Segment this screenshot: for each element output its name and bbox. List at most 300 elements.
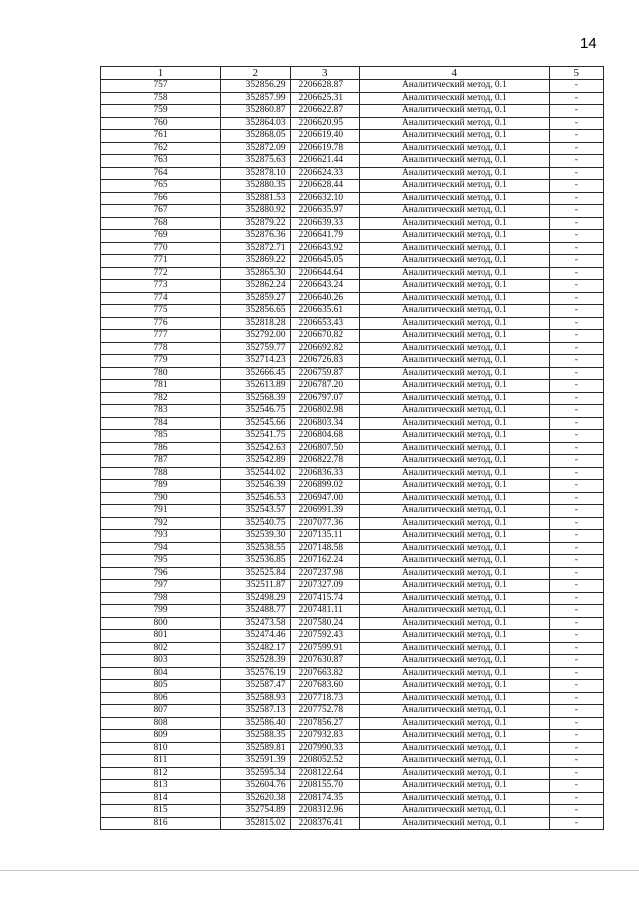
table-row: [101, 792, 604, 805]
y-coordinate-cell: 2206643.24: [290, 280, 360, 293]
method-cell: Аналитический метод, 0.1: [360, 292, 550, 305]
note-cell: -: [549, 130, 603, 143]
point-number-cell: 777: [101, 330, 221, 343]
method-cell: Аналитический метод, 0.1: [360, 530, 550, 543]
x-coordinate-cell: 352818.28: [220, 317, 290, 330]
y-coordinate-cell: 2206797.07: [290, 392, 360, 405]
method-cell: Аналитический метод, 0.1: [360, 655, 550, 668]
page-number: 14: [580, 35, 597, 52]
y-coordinate-cell: 2207856.27: [290, 717, 360, 730]
column-header-2: 2: [220, 67, 290, 80]
table-row: [101, 267, 604, 280]
y-coordinate-cell: 2207481.11: [290, 605, 360, 618]
point-number-cell: 758: [101, 92, 221, 105]
method-cell: Аналитический метод, 0.1: [360, 392, 550, 405]
method-cell: Аналитический метод, 0.1: [360, 555, 550, 568]
column-header-5: 5: [549, 67, 603, 80]
x-coordinate-cell: 352620.38: [220, 792, 290, 805]
note-cell: -: [549, 567, 603, 580]
method-cell: Аналитический метод, 0.1: [360, 480, 550, 493]
x-coordinate-cell: 352754.89: [220, 805, 290, 818]
x-coordinate-cell: 352613.89: [220, 380, 290, 393]
x-coordinate-cell: 352482.17: [220, 642, 290, 655]
point-number-cell: 816: [101, 817, 221, 830]
point-number-cell: 815: [101, 805, 221, 818]
note-cell: -: [549, 405, 603, 418]
note-cell: -: [549, 155, 603, 168]
point-number-cell: 804: [101, 667, 221, 680]
x-coordinate-cell: 352595.34: [220, 767, 290, 780]
y-coordinate-cell: 2206641.79: [290, 230, 360, 243]
y-coordinate-cell: 2206804.68: [290, 430, 360, 443]
note-cell: -: [549, 105, 603, 118]
method-cell: Аналитический метод, 0.1: [360, 330, 550, 343]
table-row: [101, 680, 604, 693]
point-number-cell: 802: [101, 642, 221, 655]
note-cell: -: [549, 792, 603, 805]
point-number-cell: 782: [101, 392, 221, 405]
table-row: [101, 192, 604, 205]
x-coordinate-cell: 352576.19: [220, 667, 290, 680]
point-number-cell: 778: [101, 342, 221, 355]
x-coordinate-cell: 352539.30: [220, 530, 290, 543]
x-coordinate-cell: 352666.45: [220, 367, 290, 380]
note-cell: -: [549, 692, 603, 705]
method-cell: Аналитический метод, 0.1: [360, 342, 550, 355]
note-cell: -: [549, 342, 603, 355]
method-cell: Аналитический метод, 0.1: [360, 667, 550, 680]
point-number-cell: 771: [101, 255, 221, 268]
method-cell: Аналитический метод, 0.1: [360, 367, 550, 380]
note-cell: -: [549, 392, 603, 405]
note-cell: -: [549, 230, 603, 243]
table-row: [101, 280, 604, 293]
method-cell: Аналитический метод, 0.1: [360, 605, 550, 618]
y-coordinate-cell: 2206635.97: [290, 205, 360, 218]
method-cell: Аналитический метод, 0.1: [360, 305, 550, 318]
note-cell: -: [549, 80, 603, 93]
note-cell: -: [549, 492, 603, 505]
method-cell: Аналитический метод, 0.1: [360, 230, 550, 243]
x-coordinate-cell: 352488.77: [220, 605, 290, 618]
method-cell: Аналитический метод, 0.1: [360, 130, 550, 143]
y-coordinate-cell: 2207327.09: [290, 580, 360, 593]
method-cell: Аналитический метод, 0.1: [360, 217, 550, 230]
method-cell: Аналитический метод, 0.1: [360, 705, 550, 718]
method-cell: Аналитический метод, 0.1: [360, 80, 550, 93]
point-number-cell: 807: [101, 705, 221, 718]
y-coordinate-cell: 2206802.98: [290, 405, 360, 418]
x-coordinate-cell: 352856.65: [220, 305, 290, 318]
method-cell: Аналитический метод, 0.1: [360, 592, 550, 605]
point-number-cell: 792: [101, 517, 221, 530]
x-coordinate-cell: 352878.10: [220, 167, 290, 180]
y-coordinate-cell: 2206947.00: [290, 492, 360, 505]
point-number-cell: 806: [101, 692, 221, 705]
y-coordinate-cell: 2207663.82: [290, 667, 360, 680]
y-coordinate-cell: 2208052.52: [290, 755, 360, 768]
table-row: [101, 755, 604, 768]
note-cell: -: [549, 330, 603, 343]
y-coordinate-cell: 2206836.33: [290, 467, 360, 480]
x-coordinate-cell: 352869.22: [220, 255, 290, 268]
note-cell: -: [549, 555, 603, 568]
x-coordinate-cell: 352714.23: [220, 355, 290, 368]
table-row: [101, 205, 604, 218]
coordinates-table: [100, 66, 604, 830]
method-cell: Аналитический метод, 0.1: [360, 455, 550, 468]
point-number-cell: 784: [101, 417, 221, 430]
x-coordinate-cell: 352525.84: [220, 567, 290, 580]
point-number-cell: 770: [101, 242, 221, 255]
y-coordinate-cell: 2206632.10: [290, 192, 360, 205]
point-number-cell: 781: [101, 380, 221, 393]
x-coordinate-cell: 352588.93: [220, 692, 290, 705]
x-coordinate-cell: 352864.03: [220, 117, 290, 130]
point-number-cell: 775: [101, 305, 221, 318]
y-coordinate-cell: 2208312.96: [290, 805, 360, 818]
point-number-cell: 766: [101, 192, 221, 205]
method-cell: Аналитический метод, 0.1: [360, 505, 550, 518]
x-coordinate-cell: 352545.66: [220, 417, 290, 430]
point-number-cell: 788: [101, 467, 221, 480]
y-coordinate-cell: 2206619.78: [290, 142, 360, 155]
note-cell: -: [549, 505, 603, 518]
x-coordinate-cell: 352872.09: [220, 142, 290, 155]
point-number-cell: 759: [101, 105, 221, 118]
note-cell: -: [549, 380, 603, 393]
note-cell: -: [549, 442, 603, 455]
point-number-cell: 798: [101, 592, 221, 605]
method-cell: Аналитический метод, 0.1: [360, 417, 550, 430]
y-coordinate-cell: 2206803.34: [290, 417, 360, 430]
x-coordinate-cell: 352540.75: [220, 517, 290, 530]
table-row: [101, 480, 604, 493]
method-cell: Аналитический метод, 0.1: [360, 767, 550, 780]
x-coordinate-cell: 352473.58: [220, 617, 290, 630]
note-cell: -: [549, 255, 603, 268]
note-cell: -: [549, 280, 603, 293]
method-cell: Аналитический метод, 0.1: [360, 517, 550, 530]
table-row: [101, 255, 604, 268]
table-row: [101, 305, 604, 318]
method-cell: Аналитический метод, 0.1: [360, 692, 550, 705]
table-row: [101, 642, 604, 655]
note-cell: -: [549, 617, 603, 630]
point-number-cell: 797: [101, 580, 221, 593]
y-coordinate-cell: 2207752.78: [290, 705, 360, 718]
x-coordinate-cell: 352568.39: [220, 392, 290, 405]
point-number-cell: 810: [101, 742, 221, 755]
method-cell: Аналитический метод, 0.1: [360, 755, 550, 768]
x-coordinate-cell: 352880.35: [220, 180, 290, 193]
x-coordinate-cell: 352589.81: [220, 742, 290, 755]
method-cell: Аналитический метод, 0.1: [360, 255, 550, 268]
y-coordinate-cell: 2206624.33: [290, 167, 360, 180]
note-cell: -: [549, 755, 603, 768]
point-number-cell: 780: [101, 367, 221, 380]
note-cell: -: [549, 117, 603, 130]
method-cell: Аналитический метод, 0.1: [360, 405, 550, 418]
table-row: [101, 705, 604, 718]
y-coordinate-cell: 2207162.24: [290, 555, 360, 568]
note-cell: -: [549, 517, 603, 530]
y-coordinate-cell: 2206899.02: [290, 480, 360, 493]
note-cell: -: [549, 305, 603, 318]
method-cell: Аналитический метод, 0.1: [360, 430, 550, 443]
method-cell: Аналитический метод, 0.1: [360, 805, 550, 818]
x-coordinate-cell: 352879.22: [220, 217, 290, 230]
y-coordinate-cell: 2207237.98: [290, 567, 360, 580]
table-row: [101, 355, 604, 368]
table-row: [101, 117, 604, 130]
note-cell: -: [549, 530, 603, 543]
note-cell: -: [549, 292, 603, 305]
x-coordinate-cell: 352546.53: [220, 492, 290, 505]
x-coordinate-cell: 352538.55: [220, 542, 290, 555]
y-coordinate-cell: 2206622.87: [290, 105, 360, 118]
method-cell: Аналитический метод, 0.1: [360, 180, 550, 193]
table-row: [101, 92, 604, 105]
table-row: [101, 805, 604, 818]
y-coordinate-cell: 2207718.73: [290, 692, 360, 705]
point-number-cell: 757: [101, 80, 221, 93]
table-row: [101, 80, 604, 93]
x-coordinate-cell: 352792.00: [220, 330, 290, 343]
note-cell: -: [549, 192, 603, 205]
point-number-cell: 795: [101, 555, 221, 568]
point-number-cell: 762: [101, 142, 221, 155]
note-cell: -: [549, 417, 603, 430]
x-coordinate-cell: 352586.40: [220, 717, 290, 730]
y-coordinate-cell: 2206759.87: [290, 367, 360, 380]
point-number-cell: 769: [101, 230, 221, 243]
method-cell: Аналитический метод, 0.1: [360, 742, 550, 755]
y-coordinate-cell: 2208174.35: [290, 792, 360, 805]
note-cell: -: [549, 642, 603, 655]
point-number-cell: 812: [101, 767, 221, 780]
table-row: [101, 592, 604, 605]
method-cell: Аналитический метод, 0.1: [360, 542, 550, 555]
method-cell: Аналитический метод, 0.1: [360, 630, 550, 643]
point-number-cell: 791: [101, 505, 221, 518]
table-row: [101, 580, 604, 593]
point-number-cell: 786: [101, 442, 221, 455]
x-coordinate-cell: 352528.39: [220, 655, 290, 668]
x-coordinate-cell: 352536.85: [220, 555, 290, 568]
y-coordinate-cell: 2206628.44: [290, 180, 360, 193]
table-row: [101, 330, 604, 343]
note-cell: -: [549, 430, 603, 443]
x-coordinate-cell: 352588.35: [220, 730, 290, 743]
point-number-cell: 796: [101, 567, 221, 580]
x-coordinate-cell: 352868.05: [220, 130, 290, 143]
table-body: [101, 80, 604, 830]
y-coordinate-cell: 2206643.92: [290, 242, 360, 255]
note-cell: -: [549, 217, 603, 230]
note-cell: -: [549, 542, 603, 555]
method-cell: Аналитический метод, 0.1: [360, 567, 550, 580]
table-row: [101, 317, 604, 330]
method-cell: Аналитический метод, 0.1: [360, 792, 550, 805]
method-cell: Аналитический метод, 0.1: [360, 205, 550, 218]
y-coordinate-cell: 2207592.43: [290, 630, 360, 643]
point-number-cell: 785: [101, 430, 221, 443]
table-row: [101, 742, 604, 755]
point-number-cell: 768: [101, 217, 221, 230]
x-coordinate-cell: 352759.77: [220, 342, 290, 355]
method-cell: Аналитический метод, 0.1: [360, 642, 550, 655]
point-number-cell: 800: [101, 617, 221, 630]
x-coordinate-cell: 352591.39: [220, 755, 290, 768]
note-cell: -: [549, 167, 603, 180]
note-cell: -: [549, 680, 603, 693]
y-coordinate-cell: 2207932.83: [290, 730, 360, 743]
table-row: [101, 655, 604, 668]
y-coordinate-cell: 2208155.70: [290, 780, 360, 793]
point-number-cell: 772: [101, 267, 221, 280]
table-row: [101, 605, 604, 618]
note-cell: -: [549, 780, 603, 793]
x-coordinate-cell: 352875.63: [220, 155, 290, 168]
table-row: [101, 180, 604, 193]
note-cell: -: [549, 717, 603, 730]
x-coordinate-cell: 352859.27: [220, 292, 290, 305]
x-coordinate-cell: 352872.71: [220, 242, 290, 255]
note-cell: -: [549, 817, 603, 830]
note-cell: -: [549, 742, 603, 755]
table-row: [101, 130, 604, 143]
point-number-cell: 776: [101, 317, 221, 330]
y-coordinate-cell: 2206628.87: [290, 80, 360, 93]
point-number-cell: 789: [101, 480, 221, 493]
table-row: [101, 505, 604, 518]
note-cell: -: [549, 592, 603, 605]
method-cell: Аналитический метод, 0.1: [360, 730, 550, 743]
x-coordinate-cell: 352865.30: [220, 267, 290, 280]
table-row: [101, 405, 604, 418]
point-number-cell: 794: [101, 542, 221, 555]
note-cell: -: [549, 580, 603, 593]
method-cell: Аналитический метод, 0.1: [360, 780, 550, 793]
table-row: [101, 242, 604, 255]
table-row: [101, 155, 604, 168]
x-coordinate-cell: 352498.29: [220, 592, 290, 605]
x-coordinate-cell: 352815.02: [220, 817, 290, 830]
method-cell: Аналитический метод, 0.1: [360, 242, 550, 255]
x-coordinate-cell: 352862.24: [220, 280, 290, 293]
method-cell: Аналитический метод, 0.1: [360, 155, 550, 168]
table-row: [101, 767, 604, 780]
y-coordinate-cell: 2206991.39: [290, 505, 360, 518]
note-cell: -: [549, 605, 603, 618]
x-coordinate-cell: 352876.36: [220, 230, 290, 243]
x-coordinate-cell: 352880.92: [220, 205, 290, 218]
table-row: [101, 817, 604, 830]
table-row: [101, 555, 604, 568]
y-coordinate-cell: 2206822.78: [290, 455, 360, 468]
point-number-cell: 760: [101, 117, 221, 130]
table-row: [101, 467, 604, 480]
x-coordinate-cell: 352474.46: [220, 630, 290, 643]
x-coordinate-cell: 352881.53: [220, 192, 290, 205]
x-coordinate-cell: 352541.75: [220, 430, 290, 443]
x-coordinate-cell: 352857.99: [220, 92, 290, 105]
y-coordinate-cell: 2207415.74: [290, 592, 360, 605]
y-coordinate-cell: 2207630.87: [290, 655, 360, 668]
column-header-1: 1: [101, 67, 221, 80]
table-row: [101, 417, 604, 430]
method-cell: Аналитический метод, 0.1: [360, 380, 550, 393]
note-cell: -: [549, 667, 603, 680]
point-number-cell: 761: [101, 130, 221, 143]
y-coordinate-cell: 2206692.82: [290, 342, 360, 355]
y-coordinate-cell: 2206787.20: [290, 380, 360, 393]
note-cell: -: [549, 92, 603, 105]
table-row: [101, 530, 604, 543]
table-row: [101, 455, 604, 468]
note-cell: -: [549, 142, 603, 155]
y-coordinate-cell: 2206644.64: [290, 267, 360, 280]
point-number-cell: 793: [101, 530, 221, 543]
method-cell: Аналитический метод, 0.1: [360, 717, 550, 730]
x-coordinate-cell: 352542.63: [220, 442, 290, 455]
table-row: [101, 430, 604, 443]
point-number-cell: 808: [101, 717, 221, 730]
y-coordinate-cell: 2206621.44: [290, 155, 360, 168]
method-cell: Аналитический метод, 0.1: [360, 167, 550, 180]
y-coordinate-cell: 2206807.50: [290, 442, 360, 455]
y-coordinate-cell: 2206670.82: [290, 330, 360, 343]
table-row: [101, 230, 604, 243]
table-row: [101, 517, 604, 530]
x-coordinate-cell: 352511.87: [220, 580, 290, 593]
y-coordinate-cell: 2207599.91: [290, 642, 360, 655]
method-cell: Аналитический метод, 0.1: [360, 142, 550, 155]
y-coordinate-cell: 2206726.83: [290, 355, 360, 368]
note-cell: -: [549, 767, 603, 780]
table-row: [101, 392, 604, 405]
point-number-cell: 814: [101, 792, 221, 805]
y-coordinate-cell: 2206625.31: [290, 92, 360, 105]
method-cell: Аналитический метод, 0.1: [360, 267, 550, 280]
y-coordinate-cell: 2206635.61: [290, 305, 360, 318]
table-row: [101, 380, 604, 393]
table-row: [101, 667, 604, 680]
note-cell: -: [549, 355, 603, 368]
table-row: [101, 567, 604, 580]
note-cell: -: [549, 630, 603, 643]
point-number-cell: 779: [101, 355, 221, 368]
y-coordinate-cell: 2207580.24: [290, 617, 360, 630]
note-cell: -: [549, 242, 603, 255]
y-coordinate-cell: 2206653.43: [290, 317, 360, 330]
x-coordinate-cell: 352856.29: [220, 80, 290, 93]
x-coordinate-cell: 352587.47: [220, 680, 290, 693]
x-coordinate-cell: 352546.75: [220, 405, 290, 418]
method-cell: Аналитический метод, 0.1: [360, 817, 550, 830]
method-cell: Аналитический метод, 0.1: [360, 492, 550, 505]
point-number-cell: 803: [101, 655, 221, 668]
method-cell: Аналитический метод, 0.1: [360, 580, 550, 593]
y-coordinate-cell: 2206639.33: [290, 217, 360, 230]
column-header-3: 3: [290, 67, 360, 80]
note-cell: -: [549, 480, 603, 493]
table-row: [101, 730, 604, 743]
note-cell: -: [549, 805, 603, 818]
point-number-cell: 787: [101, 455, 221, 468]
point-number-cell: 790: [101, 492, 221, 505]
